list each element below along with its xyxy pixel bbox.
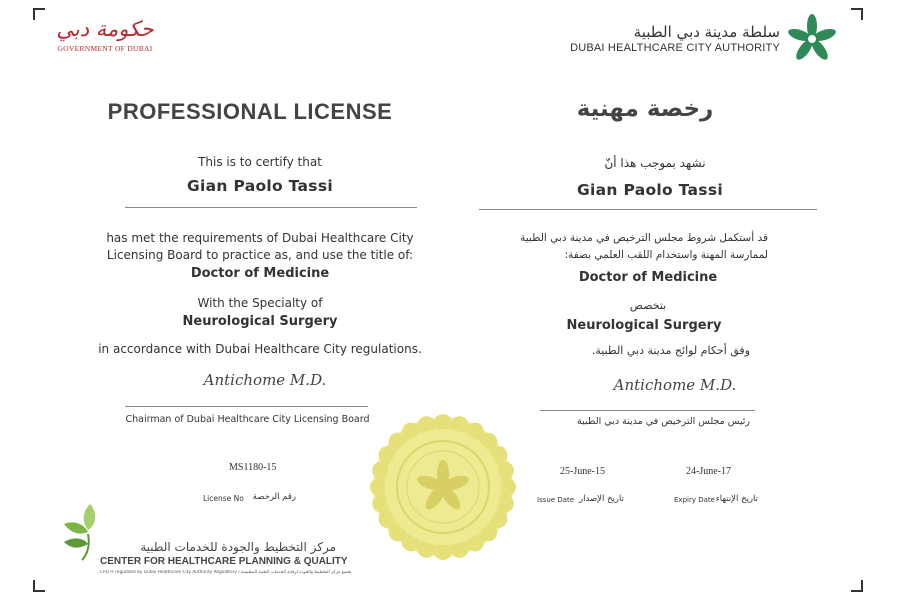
corner-mark-bottom-left	[33, 580, 45, 592]
license-number-label-english: License No	[203, 494, 244, 503]
name-underline-arabic	[479, 209, 817, 210]
specialty-arabic-column: Neurological Surgery	[566, 318, 722, 333]
specialty-intro-english: With the Specialty of	[197, 296, 323, 310]
dhcc-authority-logo-text	[530, 22, 780, 54]
chairman-arabic: رئيس مجلس الترخيص في مدينة دبي الطبية	[577, 416, 750, 427]
accordance-english: in accordance with Dubai Healthcare City regulations.	[98, 342, 422, 356]
title-english: PROFESSIONAL LICENSE	[107, 99, 393, 124]
corner-mark-top-left	[33, 8, 45, 20]
license-number: MS1180-15	[229, 462, 277, 473]
cphq-regulated-note: CPQ is regulated by Dubai Healthcare City Authority Regulatory | يخضع مركز التخطيط والجودة لرقابة الخدمات الطبية التنظيمية	[100, 570, 352, 575]
accordance-arabic: وفق أحكام لوائح مدينة دبي الطبية.	[591, 344, 750, 357]
certify-english: This is to certify that	[198, 155, 322, 169]
requirements-english	[90, 230, 430, 264]
issue-date-label-arabic: تاريخ الإصدار	[579, 494, 624, 504]
signature-english: Antichome M.D.	[203, 371, 327, 389]
licensee-name-arabic-column: Gian Paolo Tassi	[577, 181, 723, 199]
gov-logo-english: GOVERNMENT OF DUBAI	[57, 44, 153, 53]
issue-date-label-english: Issue Date	[537, 496, 575, 504]
cphq-arabic: مركز التخطيط والجودة للخدمات الطبية	[140, 540, 336, 554]
title-arabic: رخصة مهنية	[576, 96, 714, 122]
licensee-name-english: Gian Paolo Tassi	[187, 177, 333, 195]
signature-arabic-column: Antichome M.D.	[613, 376, 737, 394]
degree-arabic-column: Doctor of Medicine	[578, 270, 718, 285]
specialty-intro-arabic: بتخصص	[629, 299, 667, 312]
signature-line-arabic	[540, 410, 755, 411]
authority-english: DUBAI HEALTHCARE CITY AUTHORITY	[570, 42, 780, 54]
license-number-label-arabic: رقم الرخصة	[252, 492, 296, 502]
name-underline-english	[125, 207, 417, 208]
cphq-leaves-icon	[62, 502, 98, 562]
degree-english: Doctor of Medicine	[190, 266, 330, 281]
gold-seal-icon	[370, 414, 516, 560]
chairman-english: Chairman of Dubai Healthcare City Licensing Board	[125, 414, 370, 425]
corner-mark-bottom-right	[851, 580, 863, 592]
requirements-line1-english: has met the requirements of Dubai Healthcare City	[106, 231, 414, 245]
requirements-line2-arabic: لممارسة المهنة واستخدام اللقب العلمي بصفة:	[564, 249, 768, 261]
signature-line-english	[125, 406, 368, 407]
issue-date: 25-June-15	[560, 466, 605, 477]
requirements-line1-arabic: قد أستكمل شروط مجلس الترخيص في مدينة دبي الطبية	[520, 232, 768, 244]
corner-mark-top-right	[851, 8, 863, 20]
certify-arabic: نشهد بموجب هذا أنّ	[604, 156, 706, 170]
government-of-dubai-logo	[50, 14, 160, 53]
requirements-arabic	[478, 230, 768, 264]
expiry-date-label-english: Expiry Date	[674, 496, 715, 504]
dhcc-star-flower-icon	[785, 12, 839, 66]
requirements-line2-english: Licensing Board to practice as, and use the title of:	[106, 248, 414, 262]
specialty-english: Neurological Surgery	[182, 314, 338, 329]
expiry-date: 24-June-17	[686, 466, 731, 477]
cphq-english: CENTER FOR HEALTHCARE PLANNING & QUALITY	[100, 556, 348, 567]
gov-logo-arabic: حكومة دبي	[56, 17, 154, 41]
expiry-date-label-arabic: تاريخ الإنتهاء	[715, 494, 758, 504]
authority-arabic: سلطة مدينة دبي الطبية	[633, 23, 780, 41]
